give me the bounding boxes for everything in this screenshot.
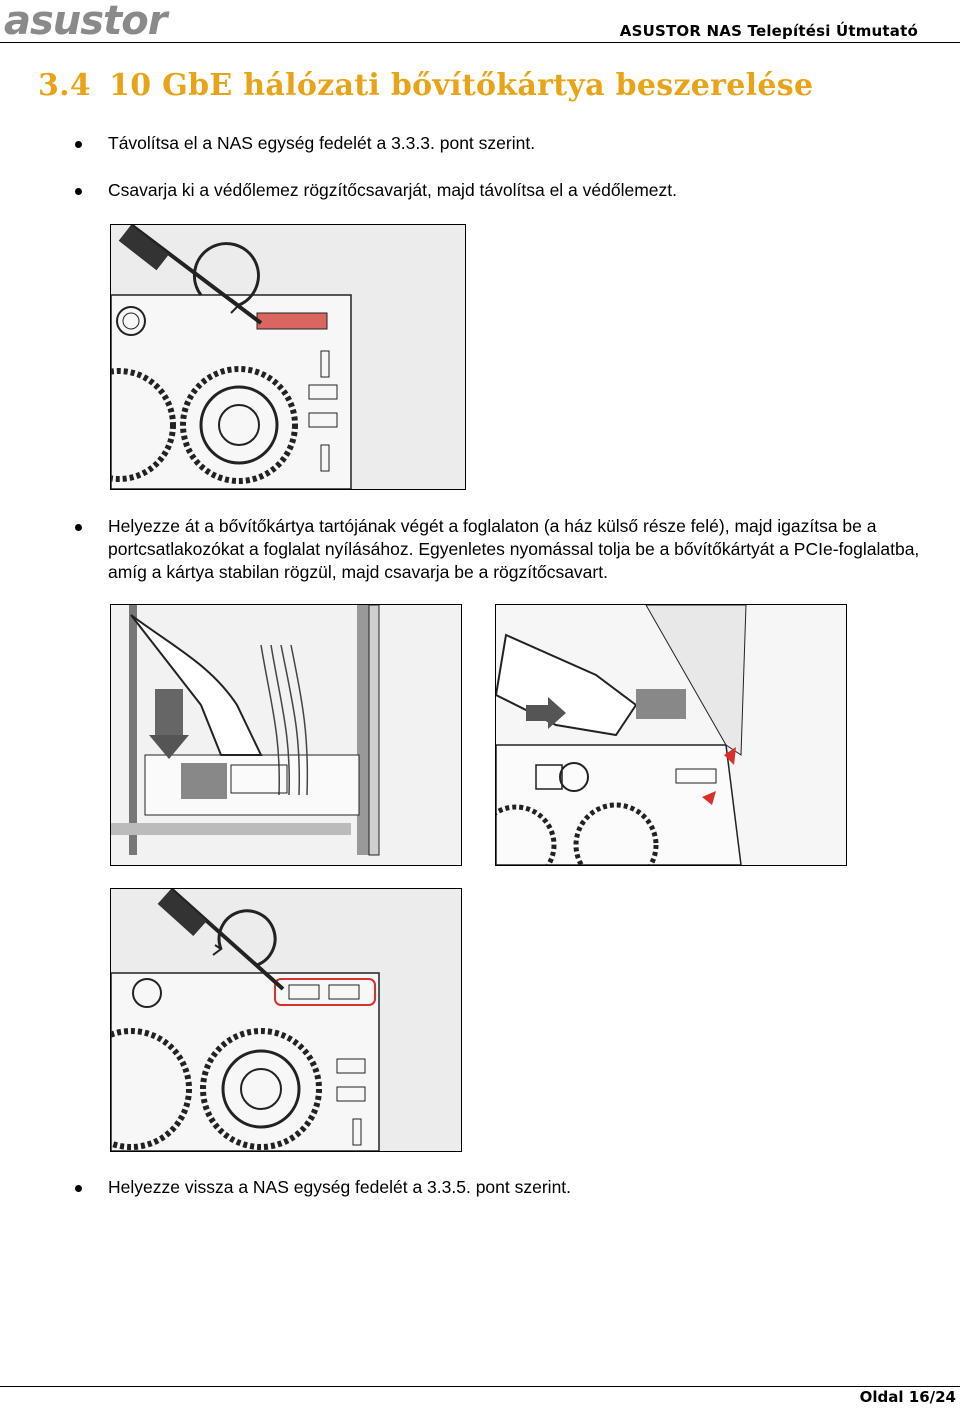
page-number: Oldal 16/24 — [859, 1388, 956, 1406]
insert-card-angled-view-illustration — [496, 605, 846, 865]
section-title-text: 10 GbE hálózati bővítőkártya beszerelése — [109, 68, 814, 103]
insert-card-top-view-illustration — [111, 605, 461, 865]
asustor-logo — [4, 0, 204, 40]
step-3: Helyezze át a bővítőkártya tartójának végét a foglalaton (a ház külső része felé), majd igazítsa be a portcsatlakozókat a foglalat nyílásához. Egyenletes nyomással tolja be a bővítőkártyát a PCIe-foglalatba, amíg a kártya stabilan rögzül, majd csavarja be a rögzítőcsavart. — [108, 515, 958, 584]
svg-text:asustor: asustor — [4, 0, 167, 40]
nas-rear-fasten-screw-illustration — [111, 889, 461, 1151]
figure-remove-shield — [110, 224, 466, 490]
figure-insert-card-angled — [495, 604, 847, 866]
step-1: Távolítsa el a NAS egység fedelét a 3.3.3. pont szerint. — [108, 132, 958, 155]
document-title: ASUSTOR NAS Telepítési Útmutató — [619, 22, 918, 40]
step-4: Helyezze vissza a NAS egység fedelét a 3.3.5. pont szerint. — [108, 1176, 958, 1199]
footer-divider — [0, 1386, 960, 1387]
section-number: 3.4 — [38, 68, 92, 103]
figure-insert-card-top — [110, 604, 462, 866]
step-2: Csavarja ki a védőlemez rögzítőcsavarját, majd távolítsa el a védőlemezt. — [108, 179, 958, 202]
page-header — [0, 0, 960, 44]
section-heading — [38, 68, 813, 103]
nas-rear-remove-shield-illustration — [111, 225, 465, 489]
figure-fasten-screw — [110, 888, 462, 1152]
header-divider — [0, 42, 960, 43]
